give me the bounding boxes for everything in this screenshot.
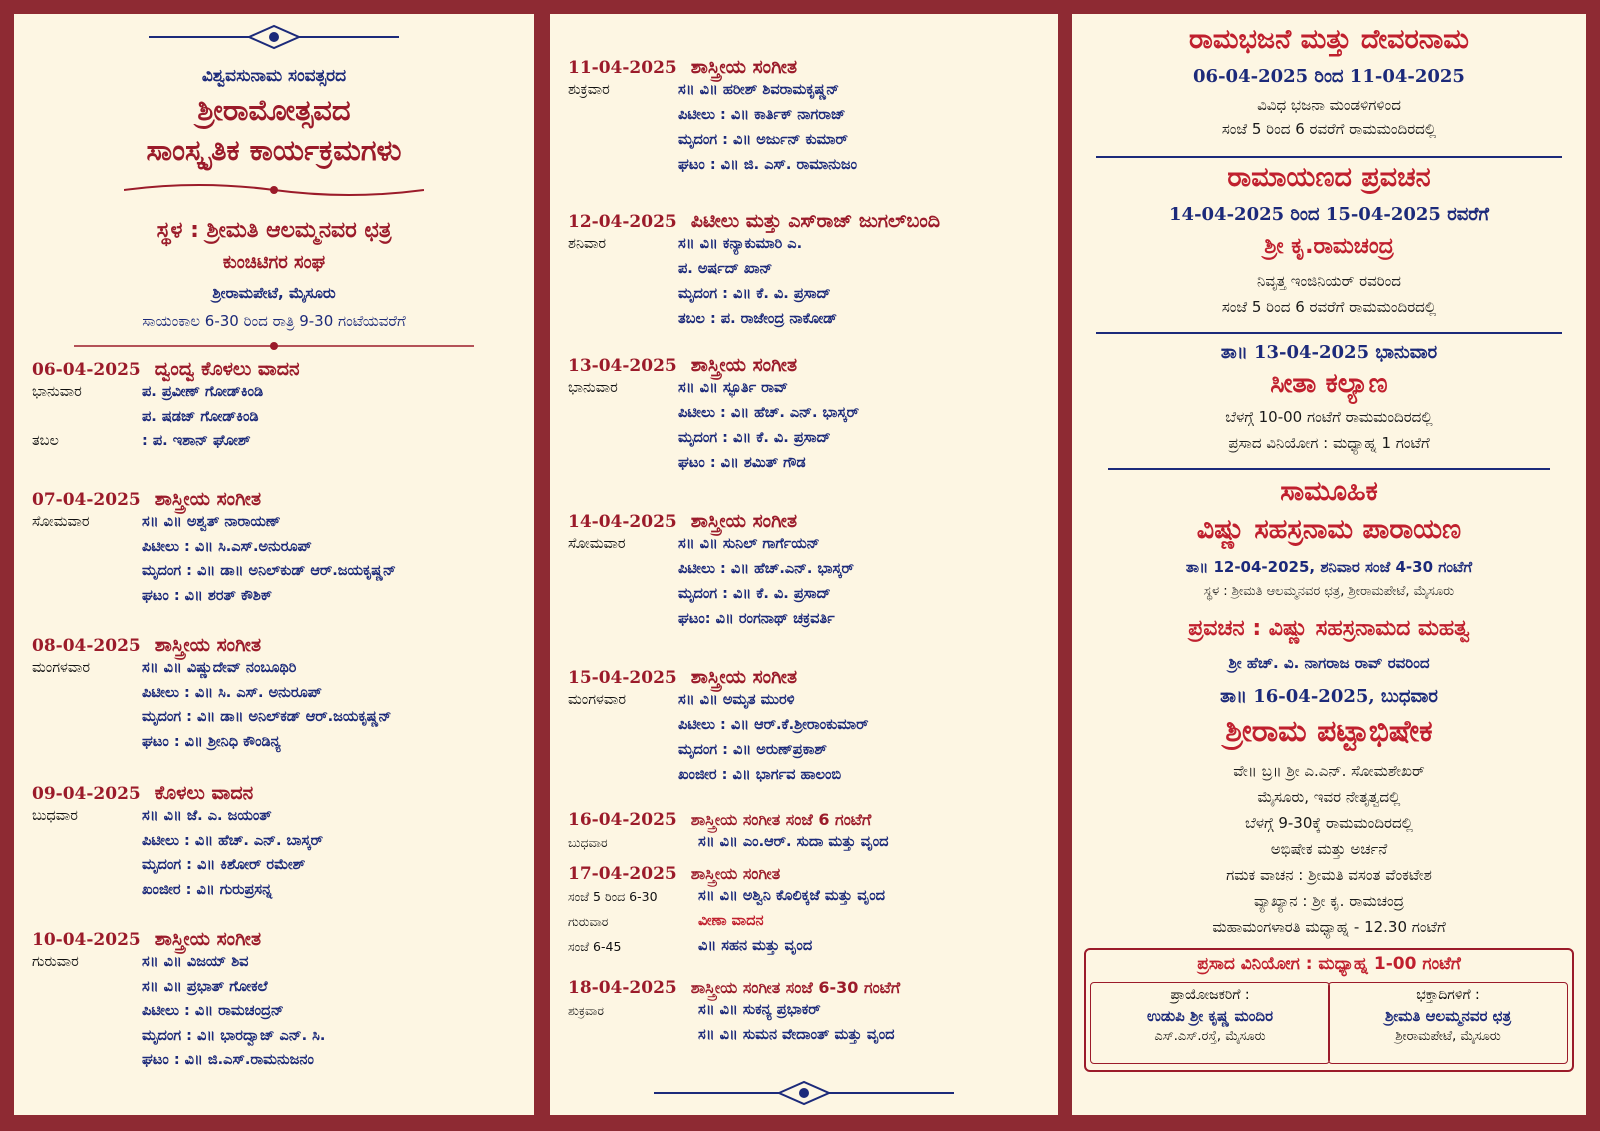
left-panel [14,14,534,1115]
day-label: ಮಂಗಳವಾರ [568,692,627,708]
performer-text: ಘಟಂ: ವಿ॥ ರಂಗನಾಥ್ ಚಕ್ರವರ್ತಿ [678,611,835,627]
performer-text: ಸ॥ ವಿ॥ ಸುಕನ್ಯ ಪ್ರಭಾಕರ್ [698,1002,821,1018]
performer-row [568,830,1050,855]
performer-text: ಪಿಟೀಲು : ವಿ॥ ಸಿ.ಎಸ್.ಅನುರೂಪ್ [142,538,312,555]
day-label: ಸೋಮವಾರ [568,536,626,552]
ramayana-line2: ಸಂಜೆ 5 ರಿಂದ 6 ರವರೆಗೆ ರಾಮಮಂದಿರದಲ್ಲಿ [1221,298,1437,316]
event-title: ಶಾಸ್ತ್ರೀಯ ಸಂಗೀತ [154,488,262,510]
pattabhisheka-line2: ಮೈಸೂರು, ಇವರ ನೇತೃತ್ವದಲ್ಲಿ [1257,788,1401,806]
day-label [568,257,678,282]
day-label [568,713,678,738]
performer-row [568,128,1050,153]
performer-row [32,950,526,975]
performer-text: ವೀಣಾ ವಾದನ [698,913,764,929]
event-header [568,210,1050,232]
performer-row [32,405,526,430]
performer-row [568,257,1050,282]
performer-text: ಘಟಂ : ವಿ॥ ಶರತ್ ಕೌಶಿಕ್ [142,587,273,604]
day-label: ಗುರುವಾರ [568,914,609,929]
event-date: 09-04-2025 [32,784,141,804]
performer-row [32,510,526,535]
performer-text: ಪಿಟೀಲು : ವಿ॥ ಕಾರ್ತಿಕ್ ನಾಗರಾಜ್ [678,107,846,123]
divider [1108,468,1550,470]
performer-text: ಖಂಜೀರ : ವಿ॥ ಭಾರ್ಗವ ಹಾಲಂಬಿ [678,767,842,783]
event-block [32,634,526,754]
performer-text: ಮೃದಂಗ : ವಿ॥ ಕೆ. ವಿ. ಪ್ರಸಾದ್ [678,586,831,602]
day-label: ಮಂಗಳವಾರ [32,660,91,676]
performer-text: ವಿ॥ ಸಹನ ಮತ್ತು ವೃಂದ [698,938,813,954]
place: ಶ್ರೀರಾಮಪೇಟೆ, ಮೈಸೂರು [212,284,336,302]
day-label [568,426,678,451]
performer-row [568,998,1050,1023]
devotee-name: ಶ್ರೀಮತಿ ಆಲಮ್ಮನವರ ಛತ್ರ [1384,1007,1512,1025]
day-label [32,559,142,584]
pattabhisheka-line3: ಬೆಳಗ್ಗೆ 9-30ಕ್ಕೆ ರಾಮಮಂದಿರದಲ್ಲಿ [1245,814,1413,832]
sponsor-name: ಉಡುಪಿ ಶ್ರೀ ಕೃಷ್ಣ ಮಂದಿರ [1146,1007,1274,1025]
performer-row [568,607,1050,632]
day-label [568,763,678,788]
performer-row [568,426,1050,451]
performer-text: ಮೃದಂಗ : ವಿ॥ ಕೆ. ವಿ. ಪ್ರಸಾದ್ [678,286,831,302]
day-label: ತಬಲ [32,433,59,449]
divider-ornament [14,180,534,200]
performer-text: ಮೃದಂಗ : ವಿ॥ ಅರ್ಜುನ್ ಕುಮಾರ್ [678,132,848,148]
sita-line1: ಬೆಳಗ್ಗೆ 10-00 ಗಂಟೆಗೆ ರಾಮಮಂದಿರದಲ್ಲಿ [1225,408,1433,426]
vyakhyana-line: ವ್ಯಾಖ್ಯಾನ : ಶ್ರೀ ಕೃ. ರಾಮಚಂದ್ರ [1254,892,1404,910]
event-date: 06-04-2025 [32,360,141,380]
event-header [568,978,1050,998]
event-title: ಪಿಟೀಲು ಮತ್ತು ಎಸ್‌ರಾಜ್ ಜುಗಲ್‌ಬಂದಿ [690,210,941,232]
time: ಸಾಯಂಕಾಲ 6-30 ರಿಂದ ರಾತ್ರಿ 9-30 ಗಂಟೆಯವರೆಗೆ [142,312,406,330]
performer-text: ಸ॥ ವಿ॥ ಸುಮನ ವೇದಾಂತ್ ಮತ್ತು ವೃಂದ [698,1027,895,1043]
performer-text: ಮೃದಂಗ : ವಿ॥ ಭಾರದ್ವಾಜ್ ಎನ್. ಸಿ. [142,1027,326,1044]
performer-text: ಸ॥ ವಿ॥ ವಿಷ್ಣುದೇವ್ ನಂಬೂಥಿರಿ [142,660,297,676]
event-block [568,510,1050,632]
ramayana-speaker: ಶ್ರೀ ಕೃ.ರಾಮಚಂದ್ರ [1264,234,1394,259]
event-date: 07-04-2025 [32,490,141,510]
performer-text: ಮೃದಂಗ : ವಿ॥ ಡಾ॥ ಅನಿಲ್‌ಕಡ್ ಆರ್.ಜಯಕೃಷ್ಣನ್ [142,709,392,725]
performer-text: ಘಟಂ : ವಿ॥ ಜಿ.ಎಸ್.ರಾಮನುಜನಂ [142,1052,314,1068]
performer-text: ಸ॥ ವಿ॥ ಎಂ.ಆರ್. ಸುದಾ ಮತ್ತು ವೃಂದ [698,834,889,850]
performer-text: ಸ॥ ವಿ॥ ಪ್ರಭಾತ್ ಗೋಕಲೆ [142,978,268,995]
performer-text: ಪಿಟೀಲು : ವಿ॥ ಹೆಚ್. ಎನ್. ಬಾಸ್ಕರ್ [142,832,323,849]
pattabhisheka-line4: ಅಭಿಷೇಕ ಮತ್ತು ಅರ್ಚನೆ [1270,840,1388,858]
performer-row [32,853,526,878]
performer-row [32,829,526,854]
day-label [568,103,678,128]
performer-row [32,681,526,706]
performer-row [568,153,1050,178]
gamaka-line: ಗಮಕ ವಾಚನ : ಶ್ರೀಮತಿ ವಸಂತ ವೆಂಕಟೇಶ [1226,866,1432,884]
event-header [32,358,526,380]
divider [1096,156,1562,158]
event-block [32,488,526,608]
day-label: ಬುಧವಾರ [568,835,608,850]
event-title: ಶಾಸ್ತ್ರೀಯ ಸಂಗೀತ [690,864,781,883]
day-label [32,878,142,903]
event-date: 11-04-2025 [568,58,677,78]
day-label [32,730,142,755]
sita-line2: ಪ್ರಸಾದ ವಿನಿಯೋಗ : ಮಧ್ಯಾಹ್ನ 1 ಗಂಟೆಗೆ [1228,434,1430,452]
performer-text: : ಪ. ಇಶಾನ್ ಘೋಶ್ [142,433,251,449]
performer-row [32,999,526,1024]
event-title: ದ್ವಂದ್ವ ಕೊಳಲು ವಾದನ [154,358,300,380]
performer-text: ಪಿಟೀಲು : ವಿ॥ ಸಿ. ಎಸ್. ಅನುರೂಪ್ [142,684,322,701]
event-header [568,810,1050,830]
performer-text: ಸ॥ ವಿ॥ ಹರೀಶ್ ಶಿವರಾಮಕೃಷ್ಣನ್ [678,82,840,98]
day-label [568,738,678,763]
event-block [568,978,1050,1048]
event-date: 12-04-2025 [568,212,677,232]
day-label [568,307,678,332]
performer-row [568,713,1050,738]
performer-row [32,1024,526,1049]
performer-text: ಮೃದಂಗ : ವಿ॥ ಕಿಶೋರ್ ರಮೇಶ್ [142,857,306,873]
event-header [568,354,1050,376]
day-label [568,401,678,426]
performer-text: ಮೃದಂಗ : ವಿ॥ ಕೆ. ವಿ. ಪ್ರಸಾದ್ [678,430,831,446]
day-label: ಗುರುವಾರ [32,954,79,970]
event-title: ಶಾಸ್ತ್ರೀಯ ಸಂಗೀತ [690,354,798,376]
event-header [568,666,1050,688]
divider [1096,332,1562,334]
event-date: 18-04-2025 [568,978,677,998]
performer-text: ಮೃದಂಗ : ವಿ॥ ಅರುಣ್‌ಪ್ರಕಾಶ್ [678,742,827,758]
bhajan-line1: ವಿವಿಧ ಭಜನಾ ಮಂಡಳಿಗಳಿಂದ [1257,96,1401,114]
performer-row [32,535,526,560]
event-date: 17-04-2025 [568,864,677,884]
day-label [568,1023,698,1048]
event-date: 13-04-2025 [568,356,677,376]
performer-row [568,232,1050,257]
organization: ಕುಂಚಿಟಿಗರ ಸಂಘ [222,252,326,273]
day-label [32,829,142,854]
event-title: ಶಾಸ್ತ್ರೀಯ ಸಂಗೀತ [690,56,798,78]
day-label [568,451,678,476]
event-block [32,928,526,1073]
day-label: ಸಂಜೆ 5 ರಿಂದ 6-30 [568,889,658,904]
ramayana-line1: ನಿವೃತ್ತ ಇಂಜಿನಿಯರ್ ರವರಿಂದ [1257,272,1401,290]
performer-text: ಸ॥ ವಿ॥ ಅಮೃತ ಮುರಳಿ [678,692,795,708]
pattabhisheka-line1: ವೇ॥ ಬ್ರ॥ ಶ್ರೀ ಎ.ಎನ್. ಸೋಮಶೇಖರ್ [1233,762,1425,780]
performer-text: ಸ॥ ವಿ॥ ಜೆ. ಎ. ಜಯಂತ್ [142,808,272,824]
day-label: ಶುಕ್ರವಾರ [568,82,610,98]
day-label: ಸಂಜೆ 6-45 [568,939,622,954]
sponsor-label: ಪ್ರಾಯೋಜಕರಿಗೆ : [1170,987,1250,1003]
performer-row [568,688,1050,713]
day-label: ಶನಿವಾರ [568,236,607,252]
performer-row [32,559,526,584]
right-panel [1072,14,1586,1115]
vishnu-speaker: ಶ್ರೀ ಹೆಚ್. ವಿ. ನಾಗರಾಜ ರಾವ್ ರವರಿಂದ [1228,654,1430,672]
performer-row [32,804,526,829]
day-label: ಬುಧವಾರ [32,808,78,824]
event-header [568,56,1050,78]
day-label [568,607,678,632]
performer-text: ಸ॥ ವಿ॥ ಕನ್ಯಾಕುಮಾರಿ ಎ. [678,236,803,252]
performer-row [568,557,1050,582]
performer-text: ಮೃದಂಗ : ವಿ॥ ಡಾ॥ ಅನಿಲ್‌ಕುಡ್ ಆರ್.ಜಯಕೃಷ್ಣನ್ [142,563,396,579]
day-label [32,1024,142,1049]
prasada-text: ಪ್ರಸಾದ ವಿನಿಯೋಗ : ಮಧ್ಯಾಹ್ನ 1-00 ಗಂಟೆಗೆ [1197,954,1461,974]
performer-text: ಸ॥ ವಿ॥ ಸ್ಫೂರ್ತಿ ರಾವ್ [678,380,788,396]
sita-title: ಸೀತಾ ಕಲ್ಯಾಣ [1270,368,1388,399]
performer-text: ಪಿಟೀಲು : ವಿ॥ ಆರ್.ಕೆ.ಶ್ರೀರಾಂಕುಮಾರ್ [678,717,869,733]
day-label [32,705,142,730]
event-title: ಶಾಸ್ತ್ರೀಯ ಸಂಗೀತ [690,510,798,532]
event-title: ಶಾಸ್ತ್ರೀಯ ಸಂಗೀತ [154,634,262,656]
day-label [32,584,142,609]
performer-row [568,532,1050,557]
event-title: ಶಾಸ್ತ್ರೀಯ ಸಂಗೀತ [690,666,798,688]
performer-row [568,1023,1050,1048]
devotee-address: ಶ್ರೀರಾಮಪೇಟೆ, ಮೈಸೂರು [1395,1029,1501,1044]
performer-text: ಘಟಂ : ವಿ॥ ಶ್ರೀನಿಧಿ ಕೌಂಡಿನ್ಯ [142,733,281,750]
day-label [32,681,142,706]
performer-row [568,401,1050,426]
performer-row [32,705,526,730]
performer-text: ಖಂಜೀರ : ವಿ॥ ಗುರುಪ್ರಸನ್ನ [142,881,273,898]
event-header [32,928,526,950]
middle-panel [550,14,1058,1115]
performer-row [568,307,1050,332]
performer-text: ಪ. ಪ್ರವೀಣ್ ಗೋಡ್‌ಕಿಂಡಿ [142,384,264,400]
performer-row [568,884,1050,909]
performer-text: ಪ. ಷಡಜ್ ಗೋಡ್‌ಕಿಂಡಿ [142,408,259,425]
sponsor-address: ಎಸ್.ಎಸ್.ರಸ್ತೆ, ಮೈಸೂರು [1154,1029,1266,1044]
event-date: 16-04-2025 [568,810,677,830]
day-label: ಭಾನುವಾರ [32,384,82,400]
bhajan-date: 06-04-2025 ರಿಂದ 11-04-2025 [1193,66,1465,87]
devotee-label: ಭಕ್ತಾದಿಗಳಿಗೆ : [1416,987,1480,1003]
performer-row [32,656,526,681]
day-label [568,282,678,307]
event-block [568,56,1050,178]
pattabhisheka-date: ತಾ॥ 16-04-2025, ಬುಧವಾರ [1220,686,1438,707]
performer-row [568,582,1050,607]
day-label [568,128,678,153]
performer-text: ಪಿಟೀಲು : ವಿ॥ ರಾಮಚಂದ್ರನ್ [142,1003,284,1019]
bhajan-line2: ಸಂಜೆ 5 ರಿಂದ 6 ರವರೆಗೆ ರಾಮಮಂದಿರದಲ್ಲಿ [1221,120,1437,138]
day-label: ಶುಕ್ರವಾರ [568,1003,605,1018]
bhajan-title: ರಾಮಭಜನೆ ಮತ್ತು ದೇವರನಾಮ [1189,24,1469,55]
performer-text: ಘಟಂ : ವಿ॥ ಜಿ. ಎಸ್. ರಾಮಾನುಜಂ [678,157,858,173]
event-header [32,634,526,656]
event-header [32,782,526,804]
day-label [568,153,678,178]
pre-title: ವಿಶ್ವವಸುನಾಮ ಸಂವತ್ಸರದ [201,66,347,86]
top-ornament [14,24,534,50]
performer-row [32,429,526,454]
performer-row [568,909,1050,934]
event-block [568,666,1050,788]
performer-row [568,78,1050,103]
performer-row [568,103,1050,128]
ramayana-title: ರಾಮಾಯಣದ ಪ್ರವಚನ [1227,162,1431,193]
day-label [32,405,142,430]
event-block [32,358,526,454]
performer-row [568,451,1050,476]
performer-text: ಸ॥ ವಿ॥ ಅಶ್ವತ್ ನಾರಾಯಣ್ [142,514,281,530]
performer-text: ಪಿಟೀಲು : ವಿ॥ ಹೆಚ್. ಎನ್. ಭಾಸ್ಕರ್ [678,405,859,421]
main-title: ಶ್ರೀರಾಮೋತ್ಸವದ [197,93,351,127]
event-block [32,782,526,902]
event-title: ಶಾಸ್ತ್ರೀಯ ಸಂಗೀತ ಸಂಜೆ 6-30 ಗಂಟೆಗೆ [690,978,901,997]
day-label [32,975,142,1000]
bottom-ornament [550,1080,1058,1106]
vishnu-pravachana: ಪ್ರವಚನ : ವಿಷ್ಣು ಸಹಸ್ರನಾಮದ ಮಹತ್ವ [1188,616,1470,641]
event-header [32,488,526,510]
event-title: ಶಾಸ್ತ್ರೀಯ ಸಂಗೀತ [154,928,262,950]
day-label: ಸೋಮವಾರ [32,514,90,530]
performer-row [32,380,526,405]
day-label [568,582,678,607]
performer-row [32,1048,526,1073]
vishnu-title1: ಸಾಮೂಹಿಕ [1280,476,1378,507]
pattabhisheka-title: ಶ್ರೀರಾಮ ಪಟ್ಟಾಭಿಷೇಕ [1225,714,1433,749]
main-subtitle: ಸಾಂಸ್ಕೃತಿಕ ಕಾರ್ಯಕ್ರಮಗಳು [146,133,402,167]
performer-text: ಪ. ಅರ್ಷದ್ ಖಾನ್ [678,261,773,277]
event-block [568,810,1050,855]
sita-date: ತಾ॥ 13-04-2025 ಭಾನುವಾರ [1220,342,1438,363]
event-date: 14-04-2025 [568,512,677,532]
day-label [32,999,142,1024]
day-label [568,557,678,582]
devotee-box [1328,982,1568,1064]
ramayana-date: 14-04-2025 ರಿಂದ 15-04-2025 ರವರೆಗೆ [1169,204,1489,225]
event-block [568,210,1050,332]
performer-row [568,376,1050,401]
event-title: ಶಾಸ್ತ್ರೀಯ ಸಂಗೀತ ಸಂಜೆ 6 ಗಂಟೆಗೆ [690,810,872,829]
performer-row [568,934,1050,959]
event-block [568,864,1050,959]
performer-row [32,975,526,1000]
event-date: 08-04-2025 [32,636,141,656]
performer-row [568,282,1050,307]
performer-row [568,738,1050,763]
performer-row [32,584,526,609]
performer-text: ಸ॥ ವಿ॥ ಅಶ್ವಿನಿ ಕೊಲಿಕ್ಕಜೆ ಮತ್ತು ವೃಂದ [698,888,886,904]
event-title: ಕೊಳಲು ವಾದನ [154,782,254,804]
performer-text: ಸ॥ ವಿ॥ ಸುನಿಲ್ ಗಾರ್ಗೆಯನ್ [678,536,820,552]
day-label [32,535,142,560]
event-date: 15-04-2025 [568,668,677,688]
event-date: 10-04-2025 [32,930,141,950]
performer-text: ತಬಲ : ಪ. ರಾಜೇಂದ್ರ ನಾಕೋಡ್ [678,311,838,327]
performer-row [568,763,1050,788]
performer-text: ಪಿಟೀಲು : ವಿ॥ ಹೆಚ್.ಎನ್. ಭಾಸ್ಕರ್ [678,561,854,577]
divider-ornament-2 [14,340,534,352]
performer-row [32,878,526,903]
event-header [568,864,1050,884]
performer-row [32,730,526,755]
day-label: ಭಾನುವಾರ [568,380,618,396]
day-label [32,1048,142,1073]
mangalarathi-line: ಮಹಾಮಂಗಳಾರತಿ ಮಧ್ಯಾಹ್ನ - 12.30 ಗಂಟೆಗೆ [1212,918,1446,936]
event-header [568,510,1050,532]
vishnu-venue: ಸ್ಥಳ : ಶ್ರೀಮತಿ ಆಲಮ್ಮನವರ ಛತ್ರ, ಶ್ರೀರಾಮಪೇಟೆ, ಮೈಸೂರು [1203,584,1455,599]
performer-text: ಘಟಂ : ವಿ॥ ಶಮಿತ್ ಗೌಡ [678,455,806,471]
vishnu-date: ತಾ॥ 12-04-2025, ಶನಿವಾರ ಸಂಜೆ 4-30 ಗಂಟೆಗೆ [1185,558,1473,576]
vishnu-title2: ವಿಷ್ಣು ಸಹಸ್ರನಾಮ ಪಾರಾಯಣ [1196,514,1462,545]
sponsor-box [1090,982,1330,1064]
performer-text: ಸ॥ ವಿ॥ ವಿಜಯ್ ಶಿವ [142,954,249,970]
day-label [32,853,142,878]
prasada-box [1084,948,1574,1072]
venue: ಸ್ಥಳ : ಶ್ರೀಮತಿ ಆಲಮ್ಮನವರ ಛತ್ರ [156,218,392,243]
event-block [568,354,1050,476]
